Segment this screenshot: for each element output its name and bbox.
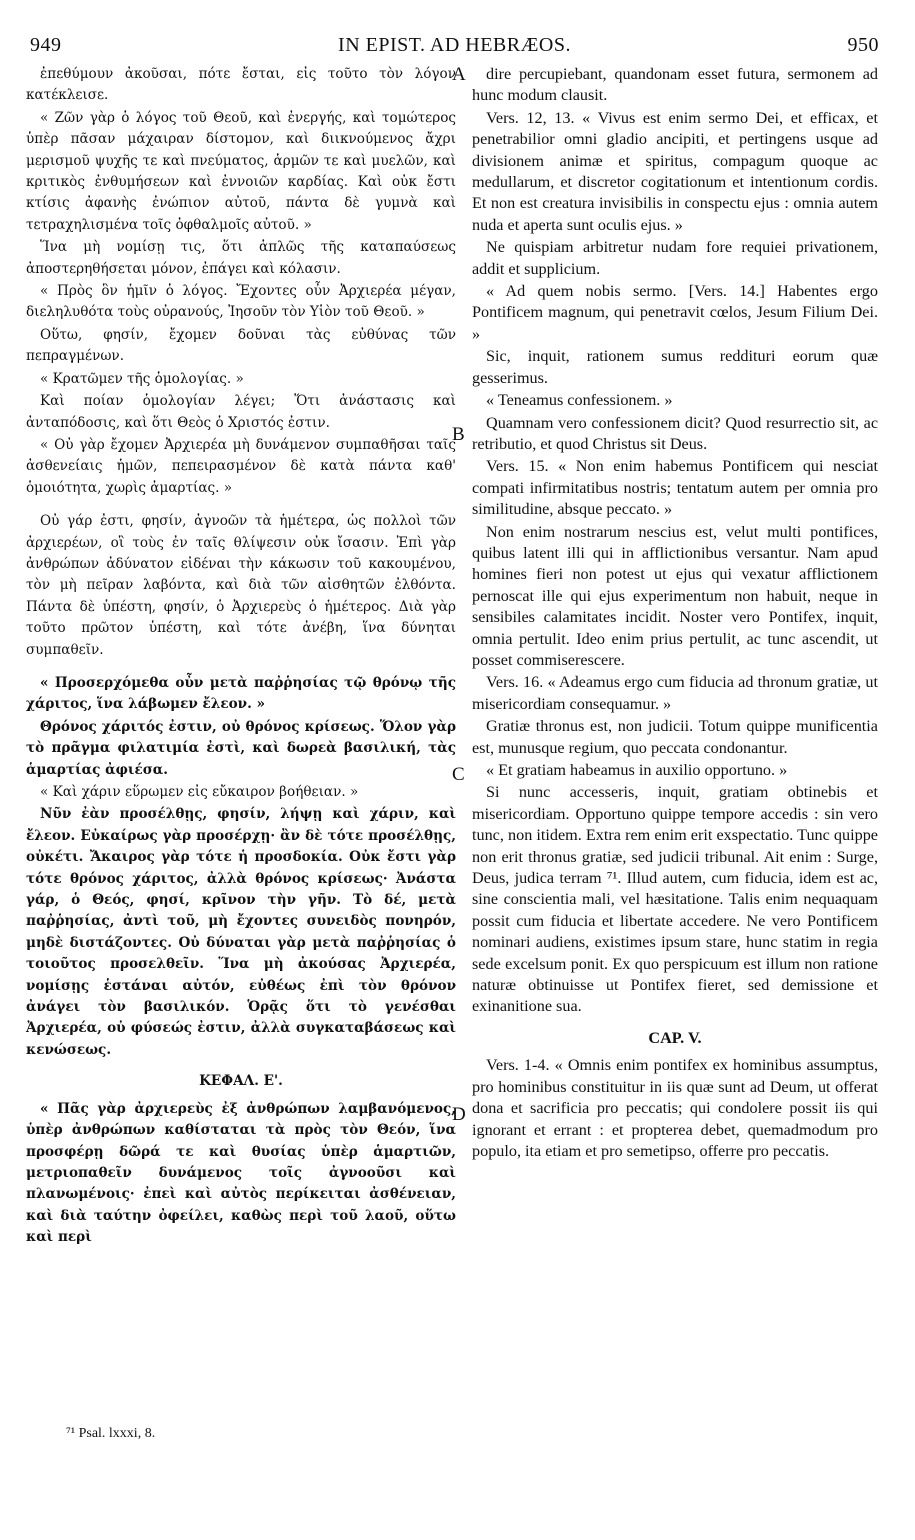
- margin-marker-d: D: [452, 1104, 466, 1125]
- greek-paragraph: « Πρὸς ὃν ἡμῖν ὁ λόγος. Ἔχοντες οὖν Ἀρχιερέα μέγαν, διεληλυθότα τοὺς οὐρανούς, Ἰησοῦν τὸν Υἱὸν τοῦ Θεοῦ. »: [26, 283, 456, 321]
- greek-paragraph: ἐπεθύμουν ἀκοῦσαι, πότε ἔσται, εἰς τοῦτο τὸν λόγον κατέκλεισε.: [26, 66, 456, 104]
- greek-paragraph: « Προσερχόμεθα οὖν μετὰ παῤῥησίας τῷ θρόνῳ τῆς χάριτος, ἵνα λάβωμεν ἔλεον. »: [26, 674, 456, 713]
- greek-paragraph: Ἵνα μὴ νομίσῃ τις, ὅτι ἁπλῶς τῆς καταπαύσεως ἀποστερηθήσεται μόνον, ἐπάγει καὶ κόλασιν.: [26, 239, 456, 277]
- latin-paragraph: Vers. 1-4. « Omnis enim pontifex ex hominibus assumptus, pro hominibus constituitur in iis quæ sunt ad Deum, ut offerat dona et sacrificia pro peccatis; qui condolere possit iis qui ignorant et errant : et propterea debet, quemadmodum pro populo, ita etiam et pro semetipso, offerre pro peccatis.: [472, 1056, 878, 1160]
- greek-paragraph: « Κρατῶμεν τῆς ὁμολογίας. »: [40, 370, 244, 387]
- footnote: ⁷¹ Psal. lxxxi, 8.: [66, 1426, 156, 1441]
- chapter-heading-latin: CAP. V.: [648, 1028, 702, 1047]
- latin-column: [472, 64, 878, 1163]
- chapter-heading-greek: ΚΕΦΑΛ. Ε'.: [199, 1073, 283, 1090]
- running-header: [30, 34, 879, 58]
- latin-paragraph: « Teneamus confessionem. »: [486, 391, 673, 410]
- latin-paragraph: Sic, inquit, rationem sumus reddituri eorum quæ gesserimus.: [472, 347, 878, 387]
- latin-paragraph: Vers. 15. « Non enim habemus Pontificem qui nesciat compati infirmitatibus nostris; tentatum autem per omnia pro similitudine, absque peccato. »: [472, 457, 878, 519]
- greek-column: [26, 64, 456, 1250]
- greek-paragraph: « Ζῶν γὰρ ὁ λόγος τοῦ Θεοῦ, καὶ ἐνεργής, καὶ τομώτερος ὑπὲρ πᾶσαν μάχαιραν δίστομον, καὶ διικνούμενος ἄχρι μερισμοῦ ψυχῆς τε καὶ πνεύματος, ἁρμῶν τε καὶ μυελῶν, καὶ κριτικὸς ἐνθυμήσεων καὶ ἐννοιῶν καρδίας. Καὶ οὐκ ἔστι κτίσις ἀφανὴς ἐνώπιον αὐτοῦ, πάντα δὲ γυμνὰ καὶ τετραχηλισμένα τοῖς ὀφθαλμοῖς αὐτοῦ. »: [26, 109, 456, 233]
- latin-paragraph: Non enim nostrarum nescius est, velut multi pontifices, quibus latent illi qui in afflictionibus versantur. Nam apud homines fieri non potest ut ejus qui vexatur afflictionem pernoscat ille qui ejus experimentum non habuit, neque in sensibiles calamitates incidit. Noster vero Pontifex, inquit, omnia pertulit. Ideo enim prius pertulit, ac tunc ascendit, ut posset commiserescere.: [472, 522, 878, 669]
- margin-marker-c: C: [452, 764, 465, 785]
- greek-paragraph: Οὕτω, φησίν, ἔχομεν δοῦναι τὰς εὐθύνας τῶν πεπραγμένων.: [26, 326, 456, 365]
- margin-marker-b: B: [452, 424, 465, 445]
- latin-paragraph: Vers. 16. « Adeamus ergo cum fiducia ad thronum gratiæ, ut misericordiam consequamur. »: [472, 673, 878, 713]
- greek-paragraph: Καὶ ποίαν ὁμολογίαν λέγει; Ὅτι ἀνάστασις καὶ ἀνταπόδοσις, καὶ ὅτι Θεὸς ὁ Χριστός ἐστιν.: [26, 393, 456, 431]
- margin-marker-a: A: [452, 64, 466, 85]
- greek-paragraph: « Οὐ γὰρ ἔχομεν Ἀρχιερέα μὴ δυνάμενον συμπαθῆσαι ταῖς ἀσθενείαις ἡμῶν, πεπειρασμένον δὲ κατὰ πάντα καθ' ὁμοιότητα, χωρὶς ἁμαρτίας. »: [26, 436, 456, 496]
- greek-paragraph: Νῦν ἐὰν προσέλθῃς, φησίν, λήψῃ καὶ χάριν, καὶ ἔλεον. Εὐκαίρως γὰρ προσέρχῃ· ἂν δὲ τότε προσέλθῃς, οὐκέτι. Ἄκαιρος γὰρ τότε ἡ προσδοκία. Οὐκ ἔστι γὰρ τότε θρόνος χάριτος, ἀλλὰ θρόνος κρίσεως· Ἀνάστα γάρ, ὁ Θεός, φησί, κρῖνον τὴν γῆν. Τὸ δέ, μετὰ παῤῥησίας, ἀντὶ τοῦ, μὴ ἔχοντες συνειδὸς πονηρόν, μηδὲ διστάζοντες. Οὐ δύναται γὰρ μετὰ παῤῥησίας ὁ τοιοῦτος προσελθεῖν. Ἵνα μὴ ἀκούσας Ἀρχιερέα, νομίσῃς ἑστάναι αὐτόν, εὐθέως ἐπὶ τὸν θρόνον ἀνάγει τὸν βασιλικόν. Ὁρᾷς ὅτι τὸ γενέσθαι Ἀρχιερέα, οὐ φύσεώς ἐστιν, ἀλλὰ συγκαταβάσεως καὶ κενώσεως.: [26, 806, 456, 1058]
- page-number-right: 950: [847, 34, 879, 56]
- greek-paragraph: Θρόνος χάριτός ἐστιν, οὐ θρόνος κρίσεως. Ὅλον γὰρ τὸ πρᾶγμα φιλατιμία ἐστὶ, καὶ δωρεὰ βασιλική, τὰς ἁμαρτίας ἀφιέσα.: [26, 718, 456, 778]
- latin-paragraph: « Et gratiam habeamus in auxilio opportuno. »: [486, 761, 788, 779]
- latin-paragraph: Vers. 12, 13. « Vivus est enim sermo Dei, et efficax, et penetrabilior omni gladio ancipiti, et pertingens usque ad divisionem animæ et spiritus, compagum quoque ac medullarum, et discretor cogitationum et intentionum cordis. Et non est creatura invisibilis in conspectu ejus : omnia autem nuda et aperta sunt oculis ejus. »: [472, 108, 878, 234]
- latin-paragraph: Si nunc accesseris, inquit, gratiam obtinebis et misericordiam. Opportuno quippe tempore accedis : sin vero tunc, non itidem. Extra rem enim erit exspectatio. Tunc quippe non erit thronus gratiæ, sed judicii tribunal. Ait enim : Surge, Deus, judica terram ⁷¹. Illud autem, cum fiducia, idem est ac, sine conscientia mali, vel hæsitatione. Talis enim nequaquam possit cum fiducia et libertate accedere. Ne vero Pontificem nominari audiens, existimes ipsum stare, hunc statim in regia sede excelsum ponit. Ex quo perspicuum est illum non ratione naturæ obtinuisse ut Pontifex fieret, sed demissione et exinanitione sua.: [472, 783, 878, 1016]
- greek-paragraph: « Πᾶς γὰρ ἀρχιερεὺς ἐξ ἀνθρώπων λαμβανόμενος, ὑπὲρ ἀνθρώπων καθίσταται τὰ πρὸς τὸν Θεόν, ἵνα προσφέρῃ δῶρά τε καὶ θυσίας ὑπὲρ ἁμαρτιῶν, μετριοπαθεῖν δυνάμενος τοῖς ἀγνοοῦσι καὶ πλανωμένοις· ἐπεὶ καὶ αὐτὸς περίκειται ἀσθένειαν, καὶ διὰ ταύτην ὀφείλει, καθὼς περὶ τοῦ λαοῦ, οὕτω καὶ περὶ: [26, 1100, 456, 1246]
- page-number-left: 949: [30, 34, 62, 56]
- greek-paragraph: Οὐ γάρ ἐστι, φησίν, ἀγνοῶν τὰ ἡμέτερα, ὡς πολλοὶ τῶν ἀρχιερέων, οἳ τοὺς ἐν ταῖς θλίψεσιν οὐκ ἴσασιν. Ἐπὶ γὰρ ἀνθρώπων ἀδύνατον εἰδέναι τὴν κάκωσιν τοῦ κακουμένου, τὸν μὴ πεῖραν λαβόντα, καὶ διὰ τῶν αἰσθητῶν ἐλθόντα. Πάντα δὲ ὑπέστη, φησίν, ὁ Ἀρχιερεὺς ὁ ἡμέτερος. Διὰ γὰρ τοῦτο πρῶτον ὑπέστη, καὶ τότε ἀνέβη, ἵνα δύνηται συμπαθεῖν.: [26, 513, 456, 658]
- latin-paragraph: Quamnam vero confessionem dicit? Quod resurrectio sit, ac retributio, et quod Christus sit Deus.: [472, 413, 878, 453]
- latin-paragraph: Gratiæ thronus est, non judicii. Totum quippe munificentia est, munusque regium, quo peccata condonantur.: [472, 717, 878, 757]
- greek-paragraph: « Καὶ χάριν εὕρωμεν εἰς εὔκαιρον βοήθειαν. »: [40, 784, 359, 800]
- running-title: IN EPIST. AD HEBRÆOS.: [338, 34, 571, 56]
- latin-paragraph: dire percupiebant, quandonam esset futura, sermonem ad hunc modum clausit.: [472, 65, 878, 105]
- latin-paragraph: « Ad quem nobis sermo. [Vers. 14.] Habentes ergo Pontificem magnum, qui penetravit cœlos, Jesum Filium Dei. »: [472, 282, 878, 343]
- latin-paragraph: Ne quispiam arbitretur nudam fore requiei privationem, addit et supplicium.: [472, 238, 878, 278]
